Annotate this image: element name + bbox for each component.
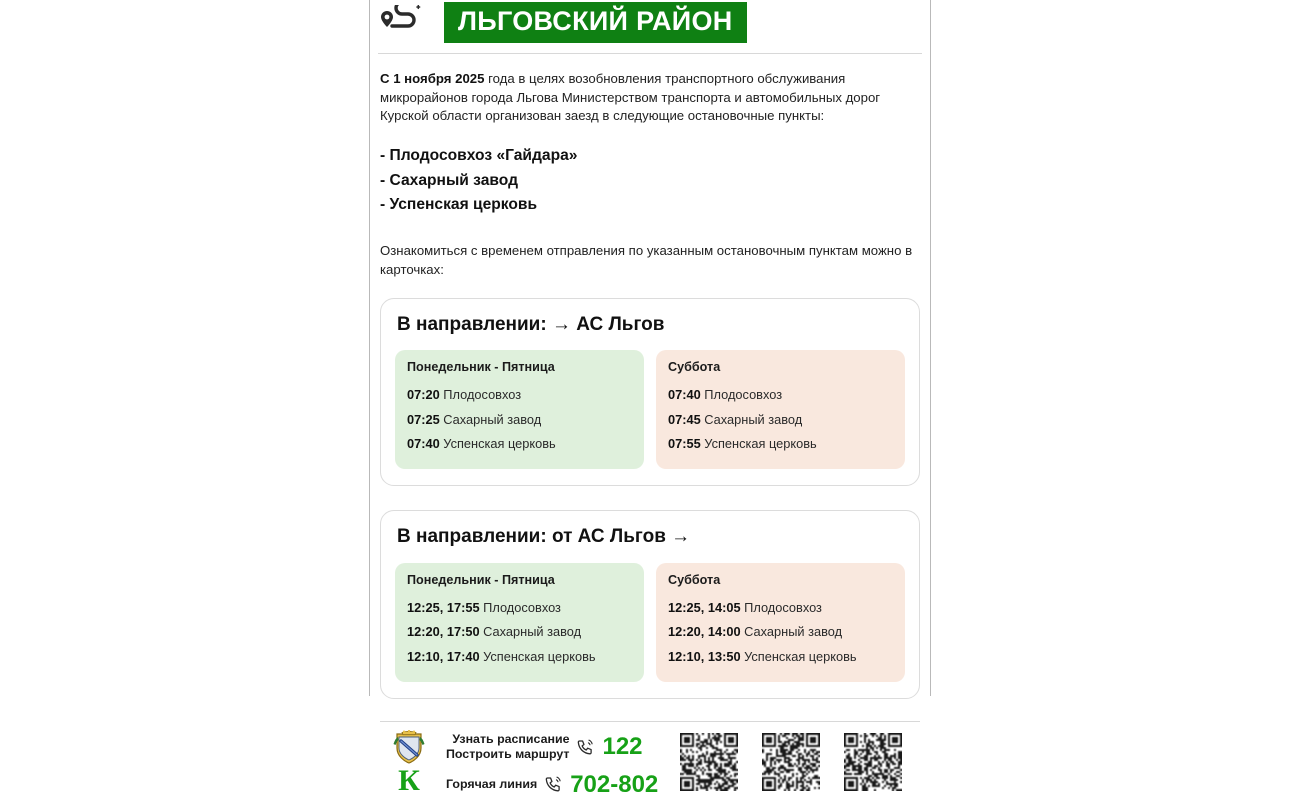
trip-time: 07:20 bbox=[407, 387, 440, 403]
hotline-phone-number[interactable]: 702-802 bbox=[570, 770, 659, 798]
intro-paragraph bbox=[380, 70, 920, 126]
trip-time: 07:45 bbox=[668, 411, 701, 427]
schedule-phone-number[interactable]: 122 bbox=[602, 733, 643, 761]
trip-row bbox=[668, 645, 893, 670]
trip-place: Успенская церковь bbox=[483, 648, 596, 664]
stops-list bbox=[380, 144, 920, 218]
emblem-column bbox=[386, 730, 432, 797]
trip-row bbox=[407, 645, 632, 670]
trip-place: Успенская церковь bbox=[443, 436, 556, 452]
panel-heading: Суббота bbox=[668, 572, 721, 587]
trip-place: Сахарный завод bbox=[443, 411, 542, 427]
panel-saturday bbox=[656, 350, 905, 469]
qr-code[interactable] bbox=[680, 733, 738, 791]
trip-time: 07:40 bbox=[668, 387, 701, 403]
card-panels bbox=[395, 350, 905, 469]
stop-item: - Успенская церковь bbox=[380, 196, 538, 214]
qr-code[interactable] bbox=[762, 733, 820, 791]
panel-saturday bbox=[656, 563, 905, 682]
phone-ringing-icon bbox=[544, 775, 563, 794]
trip-place: Плодосовхоз bbox=[744, 599, 822, 615]
trip-time: 12:20, 17:50 bbox=[407, 624, 480, 640]
route-pin-icon bbox=[378, 5, 430, 39]
trip-row bbox=[407, 596, 632, 621]
trip-row bbox=[407, 408, 632, 433]
note-paragraph: Ознакомиться с временем отправления по указанным остановочным пунктам можно в карточках: bbox=[380, 243, 913, 277]
panel-weekday bbox=[395, 563, 644, 682]
trip-time: 12:10, 13:50 bbox=[668, 648, 741, 664]
panel-heading: Понедельник - Пятница bbox=[407, 572, 555, 587]
trip-time: 07:55 bbox=[668, 436, 701, 452]
trip-row bbox=[668, 620, 893, 645]
trip-row bbox=[407, 620, 632, 645]
stop-item: - Сахарный завод bbox=[380, 171, 518, 189]
trip-row bbox=[668, 408, 893, 433]
trip-row bbox=[407, 383, 632, 408]
trip-row bbox=[407, 432, 632, 457]
schedule-card-to-als-lgov bbox=[380, 298, 920, 486]
panel-heading: Понедельник - Пятница bbox=[407, 360, 555, 375]
trip-row bbox=[668, 383, 893, 408]
intro-lead-date: С 1 ноября 2025 bbox=[380, 71, 485, 86]
document-body bbox=[370, 0, 930, 798]
trip-place: Успенская церковь bbox=[744, 648, 857, 664]
header-banner-title: ЛЬГОВСКИЙ РАЙОН bbox=[444, 2, 747, 43]
trip-place: Плодосовхоз bbox=[443, 387, 522, 403]
trip-place: Сахарный завод bbox=[704, 411, 803, 427]
qr-code[interactable] bbox=[844, 733, 902, 791]
card-title: В направлении: → АС Льгов bbox=[397, 313, 665, 335]
page-header bbox=[370, 0, 930, 44]
trip-time: 12:25, 17:55 bbox=[407, 599, 480, 615]
card-title: В направлении: от АС Льгов → bbox=[397, 526, 691, 548]
trip-time: 07:40 bbox=[407, 436, 440, 452]
right-gutter bbox=[931, 0, 1300, 696]
trip-time: 12:10, 17:40 bbox=[407, 648, 480, 664]
trip-time: 12:25, 14:05 bbox=[668, 599, 741, 615]
hotline-label: Горячая линия bbox=[446, 776, 538, 791]
qr-code-column bbox=[680, 730, 902, 791]
trip-place: Сахарный завод bbox=[483, 624, 582, 640]
schedule-label-line1: Узнать расписание bbox=[452, 731, 570, 746]
trip-place: Сахарный завод bbox=[744, 624, 843, 640]
main-content bbox=[370, 54, 930, 797]
trip-place: Успенская церковь bbox=[704, 436, 817, 452]
contact-column bbox=[446, 730, 658, 797]
trip-time: 12:20, 14:00 bbox=[668, 624, 741, 640]
trip-place: Плодосовхоз bbox=[704, 387, 783, 403]
page-footer bbox=[380, 721, 920, 797]
panel-heading: Суббота bbox=[668, 360, 721, 375]
stop-item: - Плодосовхоз «Гайдара» bbox=[380, 147, 578, 165]
card-panels bbox=[395, 563, 905, 682]
schedule-card-from-als-lgov bbox=[380, 510, 920, 698]
intro-body-text: года в целях возобновления транспортного обслуживания микрорайонов города Льгова Министерством транспорта и автомобильных дорог Курской области организован заезд в следующие остановочные пункты: bbox=[380, 71, 881, 124]
kursk-coat-of-arms-icon bbox=[392, 730, 426, 766]
schedule-contact-row bbox=[446, 732, 658, 763]
panel-weekday bbox=[395, 350, 644, 469]
schedule-contact-labels bbox=[446, 732, 569, 763]
phone-ringing-icon bbox=[576, 738, 595, 757]
k-logo: К bbox=[398, 763, 420, 797]
trip-row bbox=[668, 596, 893, 621]
schedule-label-line2: Построить маршрут bbox=[446, 747, 570, 762]
left-gutter bbox=[0, 0, 369, 696]
hotline-contact-row bbox=[446, 770, 659, 798]
trip-time: 07:25 bbox=[407, 411, 440, 427]
trip-row bbox=[668, 432, 893, 457]
trip-place: Плодосовхоз bbox=[483, 599, 561, 615]
